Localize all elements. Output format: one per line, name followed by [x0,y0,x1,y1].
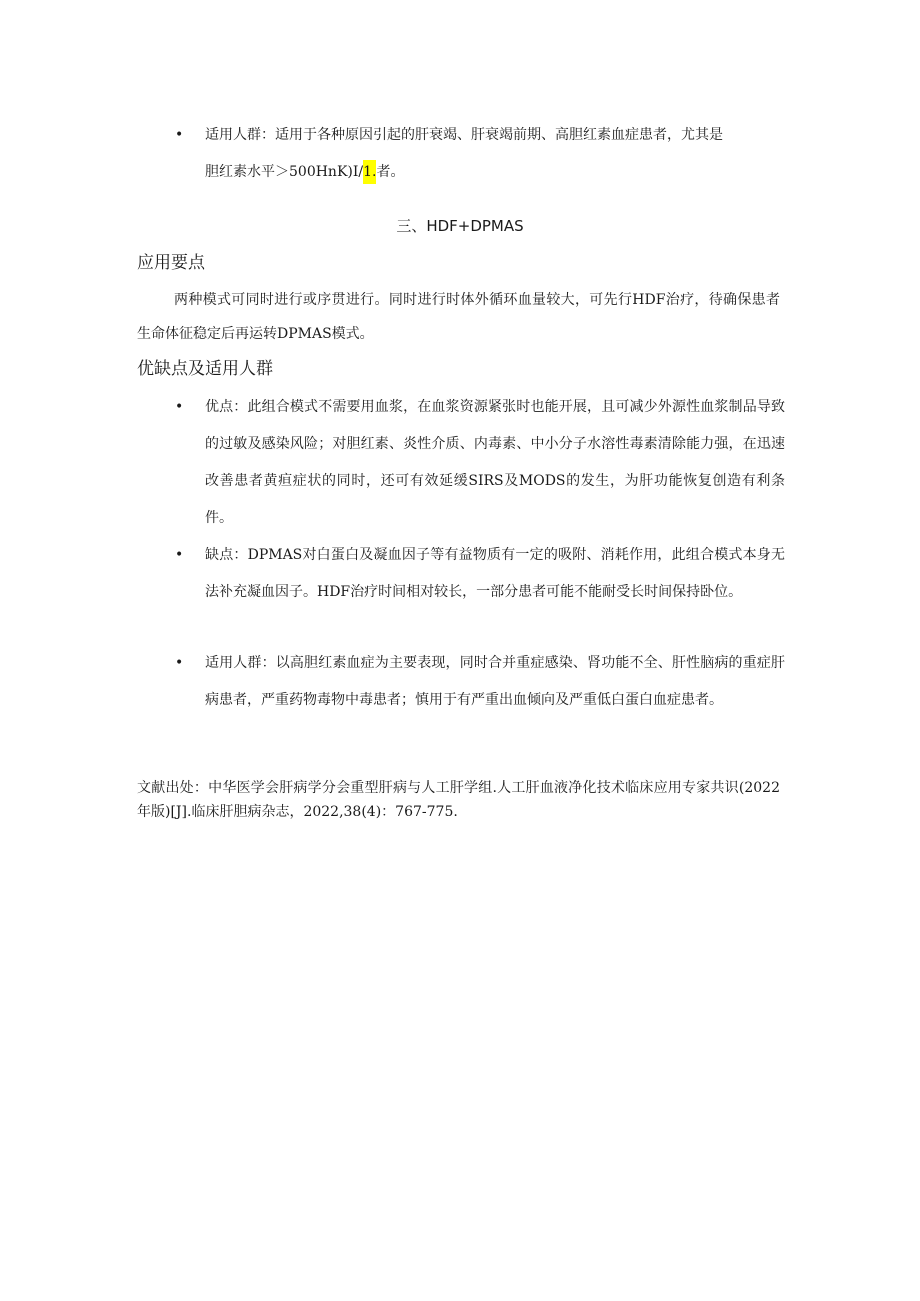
list-item-text: 适用人群：以高胆红素血症为主要表现，同时合并重症感染、肾功能不全、肝性脑病的重症肝病患者，严重药物毒物中毒患者；慎用于有严重出血倾向及严重低白蛋白血症患者。 [205,655,785,708]
list-item-text: 缺点：DPMAS对白蛋白及凝血因子等有益物质有一定的吸附、消耗作用，此组合模式本身无法补充凝血因子。HDF治疗时间相对较长，一部分患者可能不能耐受长时间保持卧位。 [205,547,785,600]
section-title: 三、HDF+DPMAS [396,217,524,235]
reference-citation: 文献出处：中华医学会肝病学分会重型肝病与人工肝学组.人工肝血液净化技术临床应用专家共识(2022年版)[J].临床肝胆病杂志，2022,38(4)：767-775. [137,780,780,820]
text-after-highlight: 者。 [376,164,405,180]
bullet-icon: • [175,547,184,563]
bullet-icon: • [175,399,184,415]
bullet-icon: • [175,655,184,671]
list-item-top-applicable-population [175,117,785,191]
list-item-text: 优点：此组合模式不需要用血浆，在血浆资源紧张时也能开展，且可减少外源性血浆制品导致的过敏及感染风险；对胆红素、炎性介质、内毒素、中小分子水溶性毒素清除能力强，在迅速改善患者黄疸症状的同时，还可有效延缓SIRS及MODS的发生，为肝功能恢复创造有利条件。 [205,399,785,526]
list-item-pros [175,389,785,537]
highlighted-text: 1. [363,160,376,184]
list-item-cons [175,537,785,648]
list-item-applicable-population [175,645,785,756]
application-heading: 应用要点 [137,253,205,273]
application-paragraph: 两种模式可同时进行或序贯进行。同时进行时体外循环血量较大，可先行HDF治疗，待确保患者生命体征稳定后再运转DPMAS模式。 [137,292,780,342]
list-item-text [205,117,785,191]
list-item-line-2 [205,154,785,191]
pros-cons-heading: 优缺点及适用人群 [137,359,273,379]
list-item-line-1: 适用人群：适用于各种原因引起的肝衰竭、肝衰竭前期、高胆红素血症患者，尤其是 [205,127,723,143]
bullet-icon: • [175,127,184,143]
text-before-highlight: 胆红素水平＞500HnK)I/ [205,164,364,180]
